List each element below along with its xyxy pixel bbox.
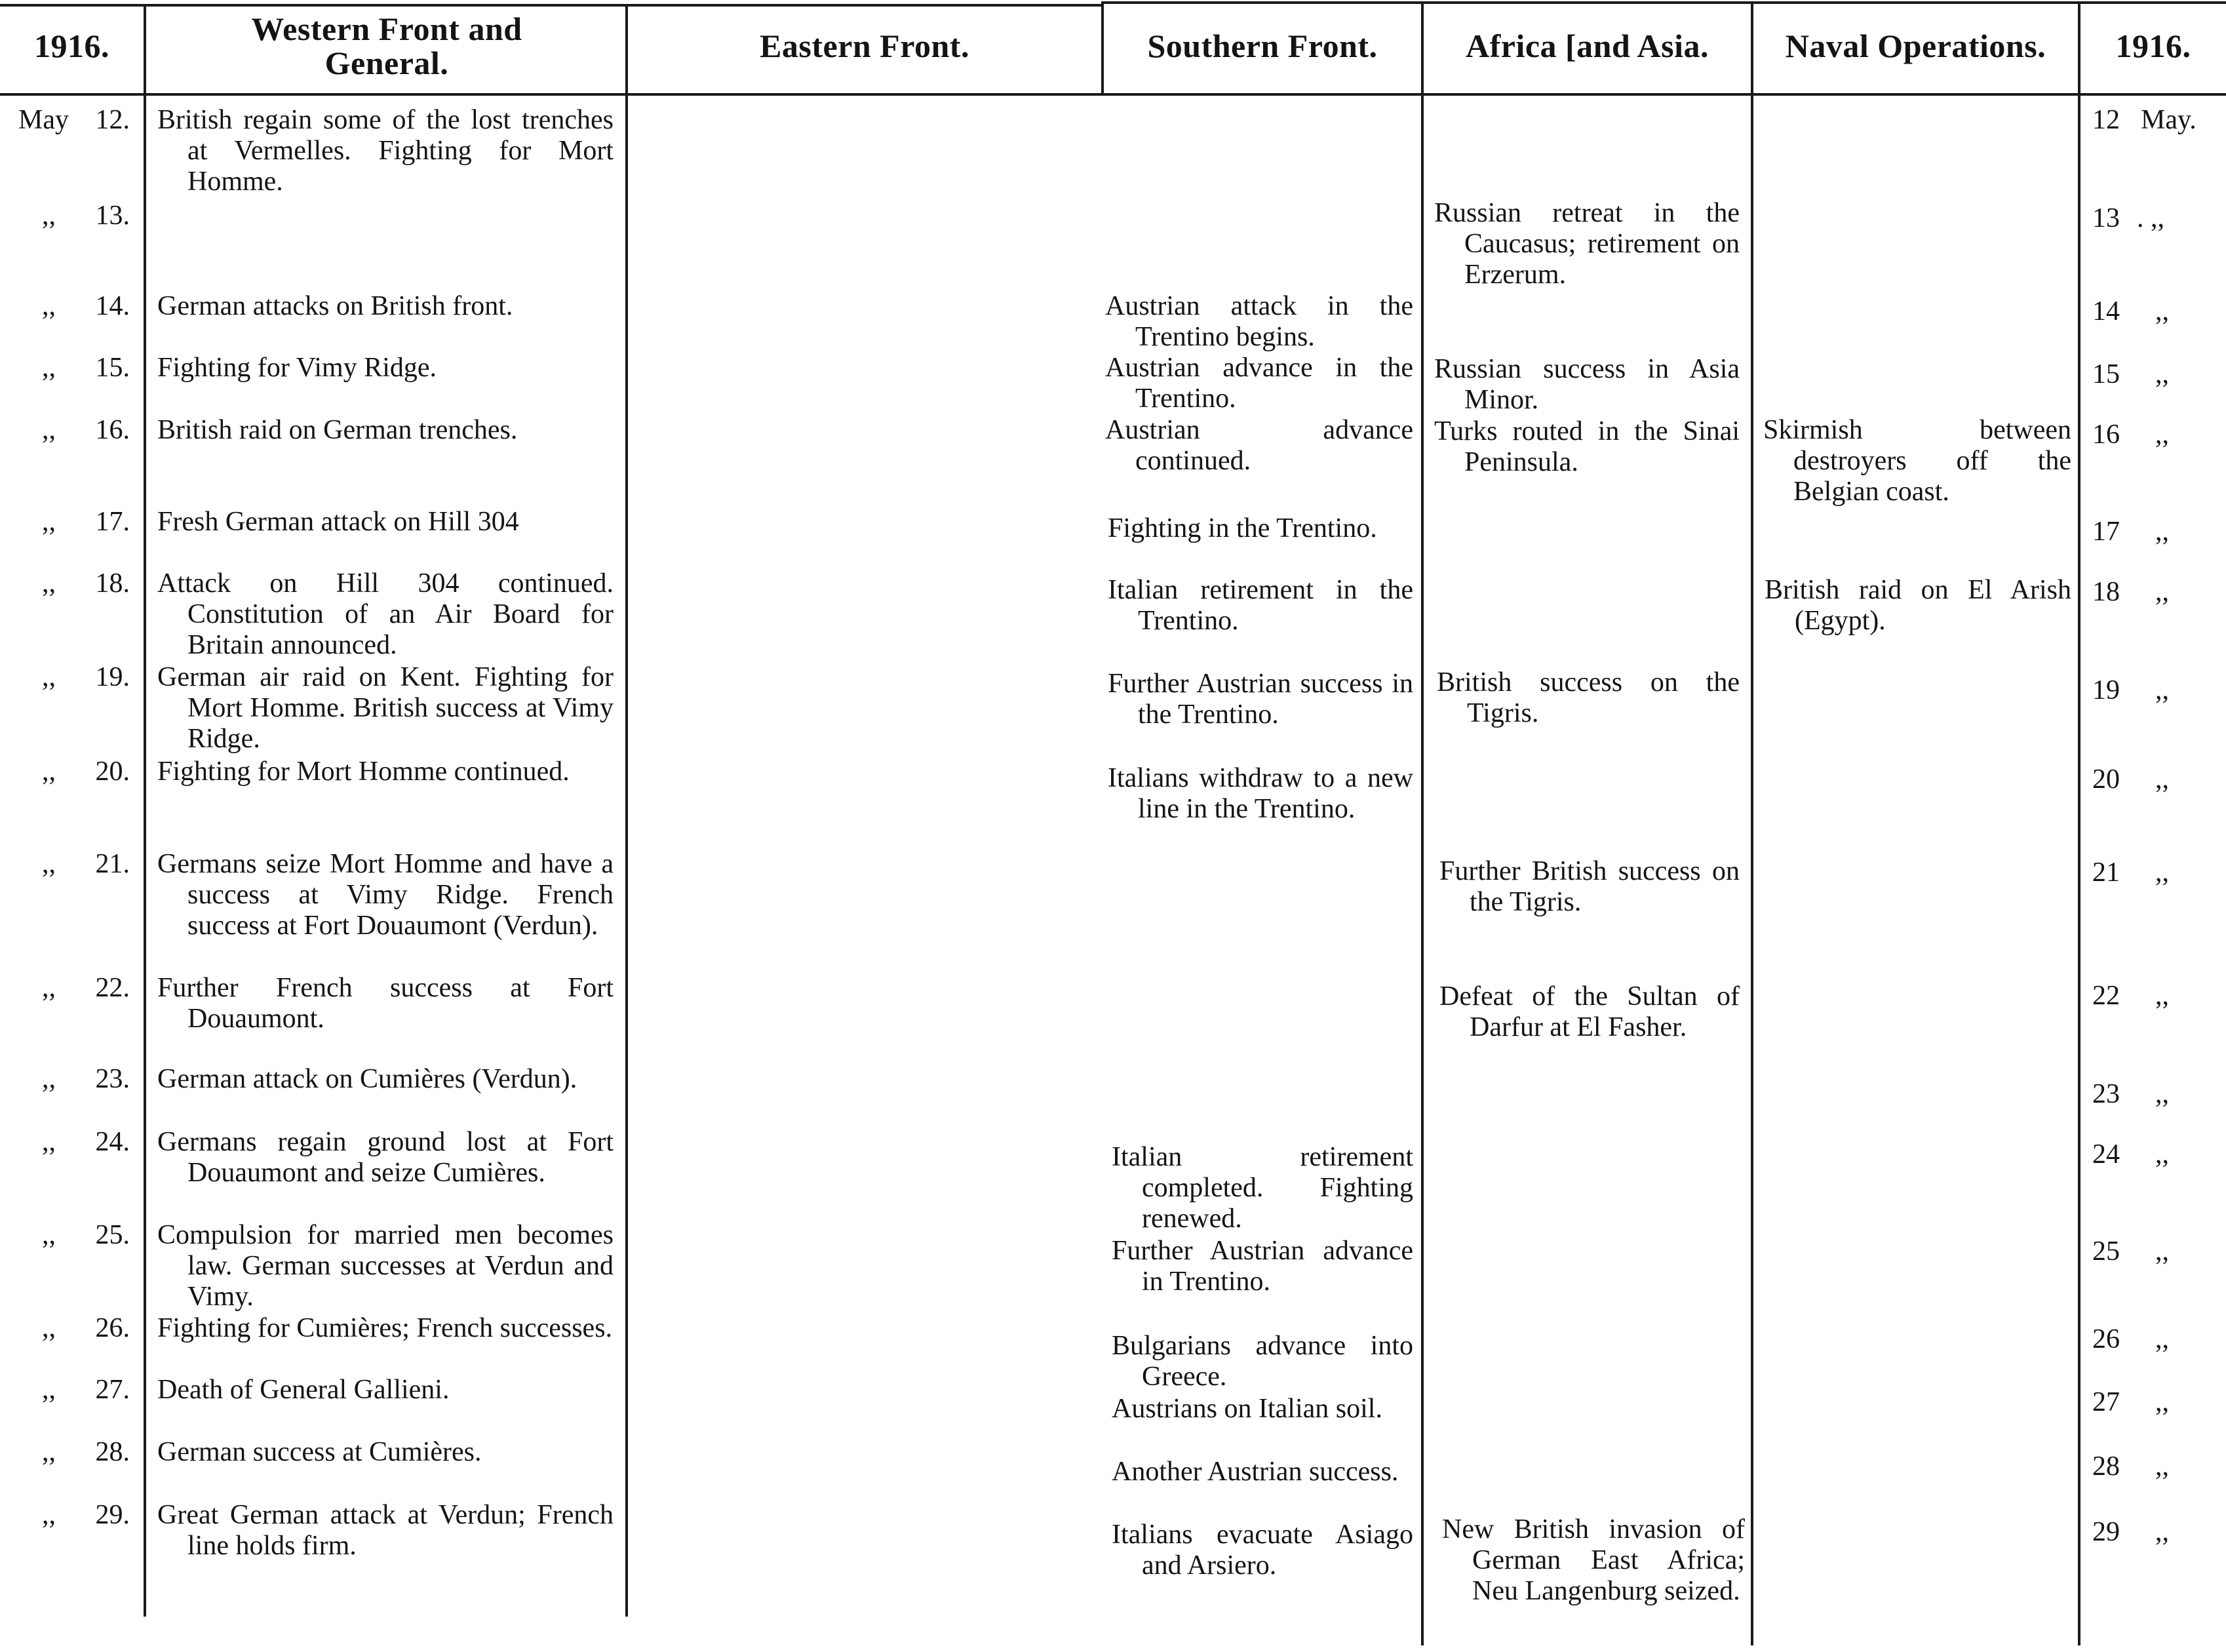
africa-entry-15: Russian success in Asia Minor. bbox=[1434, 354, 1740, 415]
date-right-12: 12 May. bbox=[2092, 105, 2197, 135]
date-right-25: 25 ,, bbox=[2092, 1236, 2169, 1267]
date-right-16: 16 ,, bbox=[2092, 420, 2169, 450]
africa-entry-21: Further British success on the Tigris. bbox=[1439, 856, 1740, 917]
southern-entry-20: Italians withdraw to a new line in the Trentino. bbox=[1108, 763, 1413, 824]
western-entry-24: Germans regain ground lost at Fort Douaumont and seize Cumières. bbox=[157, 1127, 614, 1188]
header-western-front: Western Front and General. bbox=[251, 10, 522, 81]
date-right-21: 21 ,, bbox=[2092, 857, 2169, 888]
africa-entry-29: New British invasion of German East Africa; Neu Langenburg seized. bbox=[1442, 1514, 1745, 1606]
southern-entry-26: Bulgarians advance into Greece. bbox=[1112, 1331, 1413, 1392]
header-year-left: 1916. bbox=[34, 28, 109, 64]
header-rule bbox=[0, 93, 2226, 96]
western-entry-21: Germans seize Mort Homme and have a success at Vimy Ridge. French success at Fort Douaumont (Verdun). bbox=[157, 849, 614, 941]
column-divider-southern-africa bbox=[1421, 1, 1424, 1645]
date-right-15: 15 ,, bbox=[2092, 359, 2169, 389]
column-divider-africa-naval bbox=[1751, 1, 1753, 1645]
column-divider-western-eastern bbox=[625, 4, 628, 1617]
western-entry-22: Further French success at Fort Douaumont. bbox=[157, 973, 614, 1034]
africa-entry-22: Defeat of the Sultan of Darfur at El Fasher. bbox=[1439, 981, 1740, 1042]
date-right-29: 29 ,, bbox=[2092, 1517, 2169, 1547]
date-right-22: 22 ,, bbox=[2092, 981, 2169, 1011]
header-naval-operations: Naval Operations. bbox=[1785, 28, 2046, 64]
naval-entry-18: British raid on El Arish (Egypt). bbox=[1765, 575, 2071, 636]
western-entry-15: Fighting for Vimy Ridge. bbox=[157, 353, 437, 383]
western-entry-17: Fresh German attack on Hill 304 bbox=[157, 507, 519, 537]
southern-entry-24: Italian retirement completed. Fighting renewed. bbox=[1112, 1142, 1413, 1234]
western-entry-26: Fighting for Cumières; French successes. bbox=[157, 1313, 613, 1343]
date-right-19: 19 ,, bbox=[2092, 675, 2169, 705]
western-entry-27: Death of General Gallieni. bbox=[157, 1375, 450, 1405]
southern-entry-14: Austrian attack in the Trentino begins. bbox=[1105, 291, 1413, 352]
header-year-right: 1916. bbox=[2115, 28, 2191, 64]
date-right-26: 26 ,, bbox=[2092, 1324, 2169, 1354]
western-entry-12: British regain some of the lost trenches at Vermelles. Fighting for Mort Homme. bbox=[157, 105, 614, 197]
africa-entry-16: Turks routed in the Sinai Peninsula. bbox=[1434, 416, 1740, 477]
africa-entry-13: Russian retreat in the Caucasus; retirement on Erzerum. bbox=[1434, 198, 1740, 290]
southern-entry-18: Italian retirement in the Trentino. bbox=[1108, 575, 1413, 636]
date-right-17: 17 ,, bbox=[2092, 517, 2169, 547]
southern-entry-15: Austrian advance in the Trentino. bbox=[1105, 353, 1413, 414]
africa-entry-19: British success on the Tigris. bbox=[1437, 667, 1740, 728]
western-entry-25: Compulsion for married men becomes law. German successes at Verdun and Vimy. bbox=[157, 1220, 614, 1312]
western-entry-19: German air raid on Kent. Fighting for Mort Homme. British success at Vimy Ridge. bbox=[157, 662, 614, 754]
date-right-18: 18 ,, bbox=[2092, 577, 2169, 607]
naval-entry-16: Skirmish between destroyers off the Belgian coast. bbox=[1763, 415, 2071, 507]
date-right-24: 24 ,, bbox=[2092, 1139, 2169, 1170]
header-southern-front: Southern Front. bbox=[1147, 28, 1378, 64]
date-right-23: 23 ,, bbox=[2092, 1079, 2169, 1109]
western-entry-29: Great German attack at Verdun; French line holds firm. bbox=[157, 1500, 614, 1561]
date-right-27: 27 ,, bbox=[2092, 1387, 2169, 1417]
western-entry-28: German success at Cumières. bbox=[157, 1437, 482, 1467]
southern-entry-17: Fighting in the Trentino. bbox=[1108, 513, 1377, 543]
southern-entry-25: Further Austrian advance in Trentino. bbox=[1112, 1236, 1413, 1297]
date-right-13: 13 . ,, bbox=[2092, 203, 2164, 233]
date-right-14: 14 ,, bbox=[2092, 296, 2169, 326]
column-divider-date-western bbox=[144, 4, 146, 1617]
western-entry-23: German attack on Cumières (Verdun). bbox=[157, 1064, 577, 1094]
date-right-28: 28 ,, bbox=[2092, 1451, 2169, 1482]
western-entry-16: British raid on German trenches. bbox=[157, 415, 518, 445]
date-right-20: 20 ,, bbox=[2092, 764, 2169, 795]
southern-entry-27: Austrians on Italian soil. bbox=[1112, 1394, 1382, 1424]
southern-entry-28: Another Austrian success. bbox=[1112, 1457, 1399, 1487]
western-entry-14: German attacks on British front. bbox=[157, 291, 513, 321]
column-divider-naval-date bbox=[2078, 1, 2080, 1645]
southern-entry-16: Austrian advance continued. bbox=[1105, 415, 1413, 476]
header-eastern-front: Eastern Front. bbox=[760, 28, 969, 64]
western-entry-20: Fighting for Mort Homme continued. bbox=[157, 757, 570, 787]
header-africa-asia: Africa [and Asia. bbox=[1466, 28, 1709, 64]
western-entry-18: Attack on Hill 304 continued. Constitution of an Air Board for Britain announced. bbox=[157, 568, 614, 660]
southern-entry-19: Further Austrian success in the Trentino. bbox=[1108, 669, 1413, 730]
chronology-table-page: 1916. Western Front and General. Eastern Front. Southern Front. Africa [and Asia. Naval Operations. 1916. May 12. ,, 13. ,, 14. ,, 15. ,, 16. ,, 17. ,, 18. ,, 19. ,, 20. ,, 21. ,, 22. ,, 23. ,, 24. ,, 25. ,, 26. ,, 27. ,, 28. ,, 29. British regain some of the lost trenches at Vermelles. Fighting for Mort Homme. German attacks on British front. Fighting for Vimy Ridge. British raid on German trenches. Fresh German attack on Hill 304 Attack on Hill 304 continued. Constitution of an Air Board for Britain announced. German air raid on Kent. Fighting for Mort Homme. British success at Vimy Ridge. Fighting for Mort Homme continued. Germans seize Mort Homme and have a success at Vimy Ridge. French success at Fort Douaumont (Verdun). Further French success at Fort Douaumont. German attack on Cumières (Verdun). Germans regain ground lost at Fort Douaumont and seize Cumières. Compulsion for married men becomes law. German successes at Verdun and Vimy. Fighting for Cumières; French successes. Death of General Gallieni. German success at Cumières. Great German attack at Verdun; French line holds firm. Austrian attack in the Trentino begins. Austrian advance in the Trentino. Austrian advance continued. Fighting in the Trentino. Italian retirement in the Trentino. Further Austrian success in the Trentino. Italians withdraw to a new line in the Trentino. Italian retirement completed. Fighting renewed. Further Austrian advance in Trentino. Bulgarians advance into Greece. Austrians on Italian soil. Another Austrian success. Italians evacuate Asiago and Arsiero. Russian retreat in the Caucasus; retirement on Erzerum. Russian success in Asia Minor. Turks routed in the Sinai Peninsula. British success on the Tigris. Further British success on the Tigris. Defeat of the Sultan of Darfur at El Fasher. New British invasion of German East Africa; Neu Langenburg seized. Skirmish between destroyers off the Belgian coast. British raid on El Arish (Egypt). 12 May. 13 . ,, 14 ,, 15 ,, 16 ,, 17 ,, 18 ,, 19 ,, 20 ,, 21 ,, 22 ,, 23 ,, 24 ,, 25 ,, 26 ,, 27 ,, 28 ,, 29 ,, bbox=[0, 0, 2226, 1652]
southern-entry-29: Italians evacuate Asiago and Arsiero. bbox=[1112, 1520, 1413, 1581]
